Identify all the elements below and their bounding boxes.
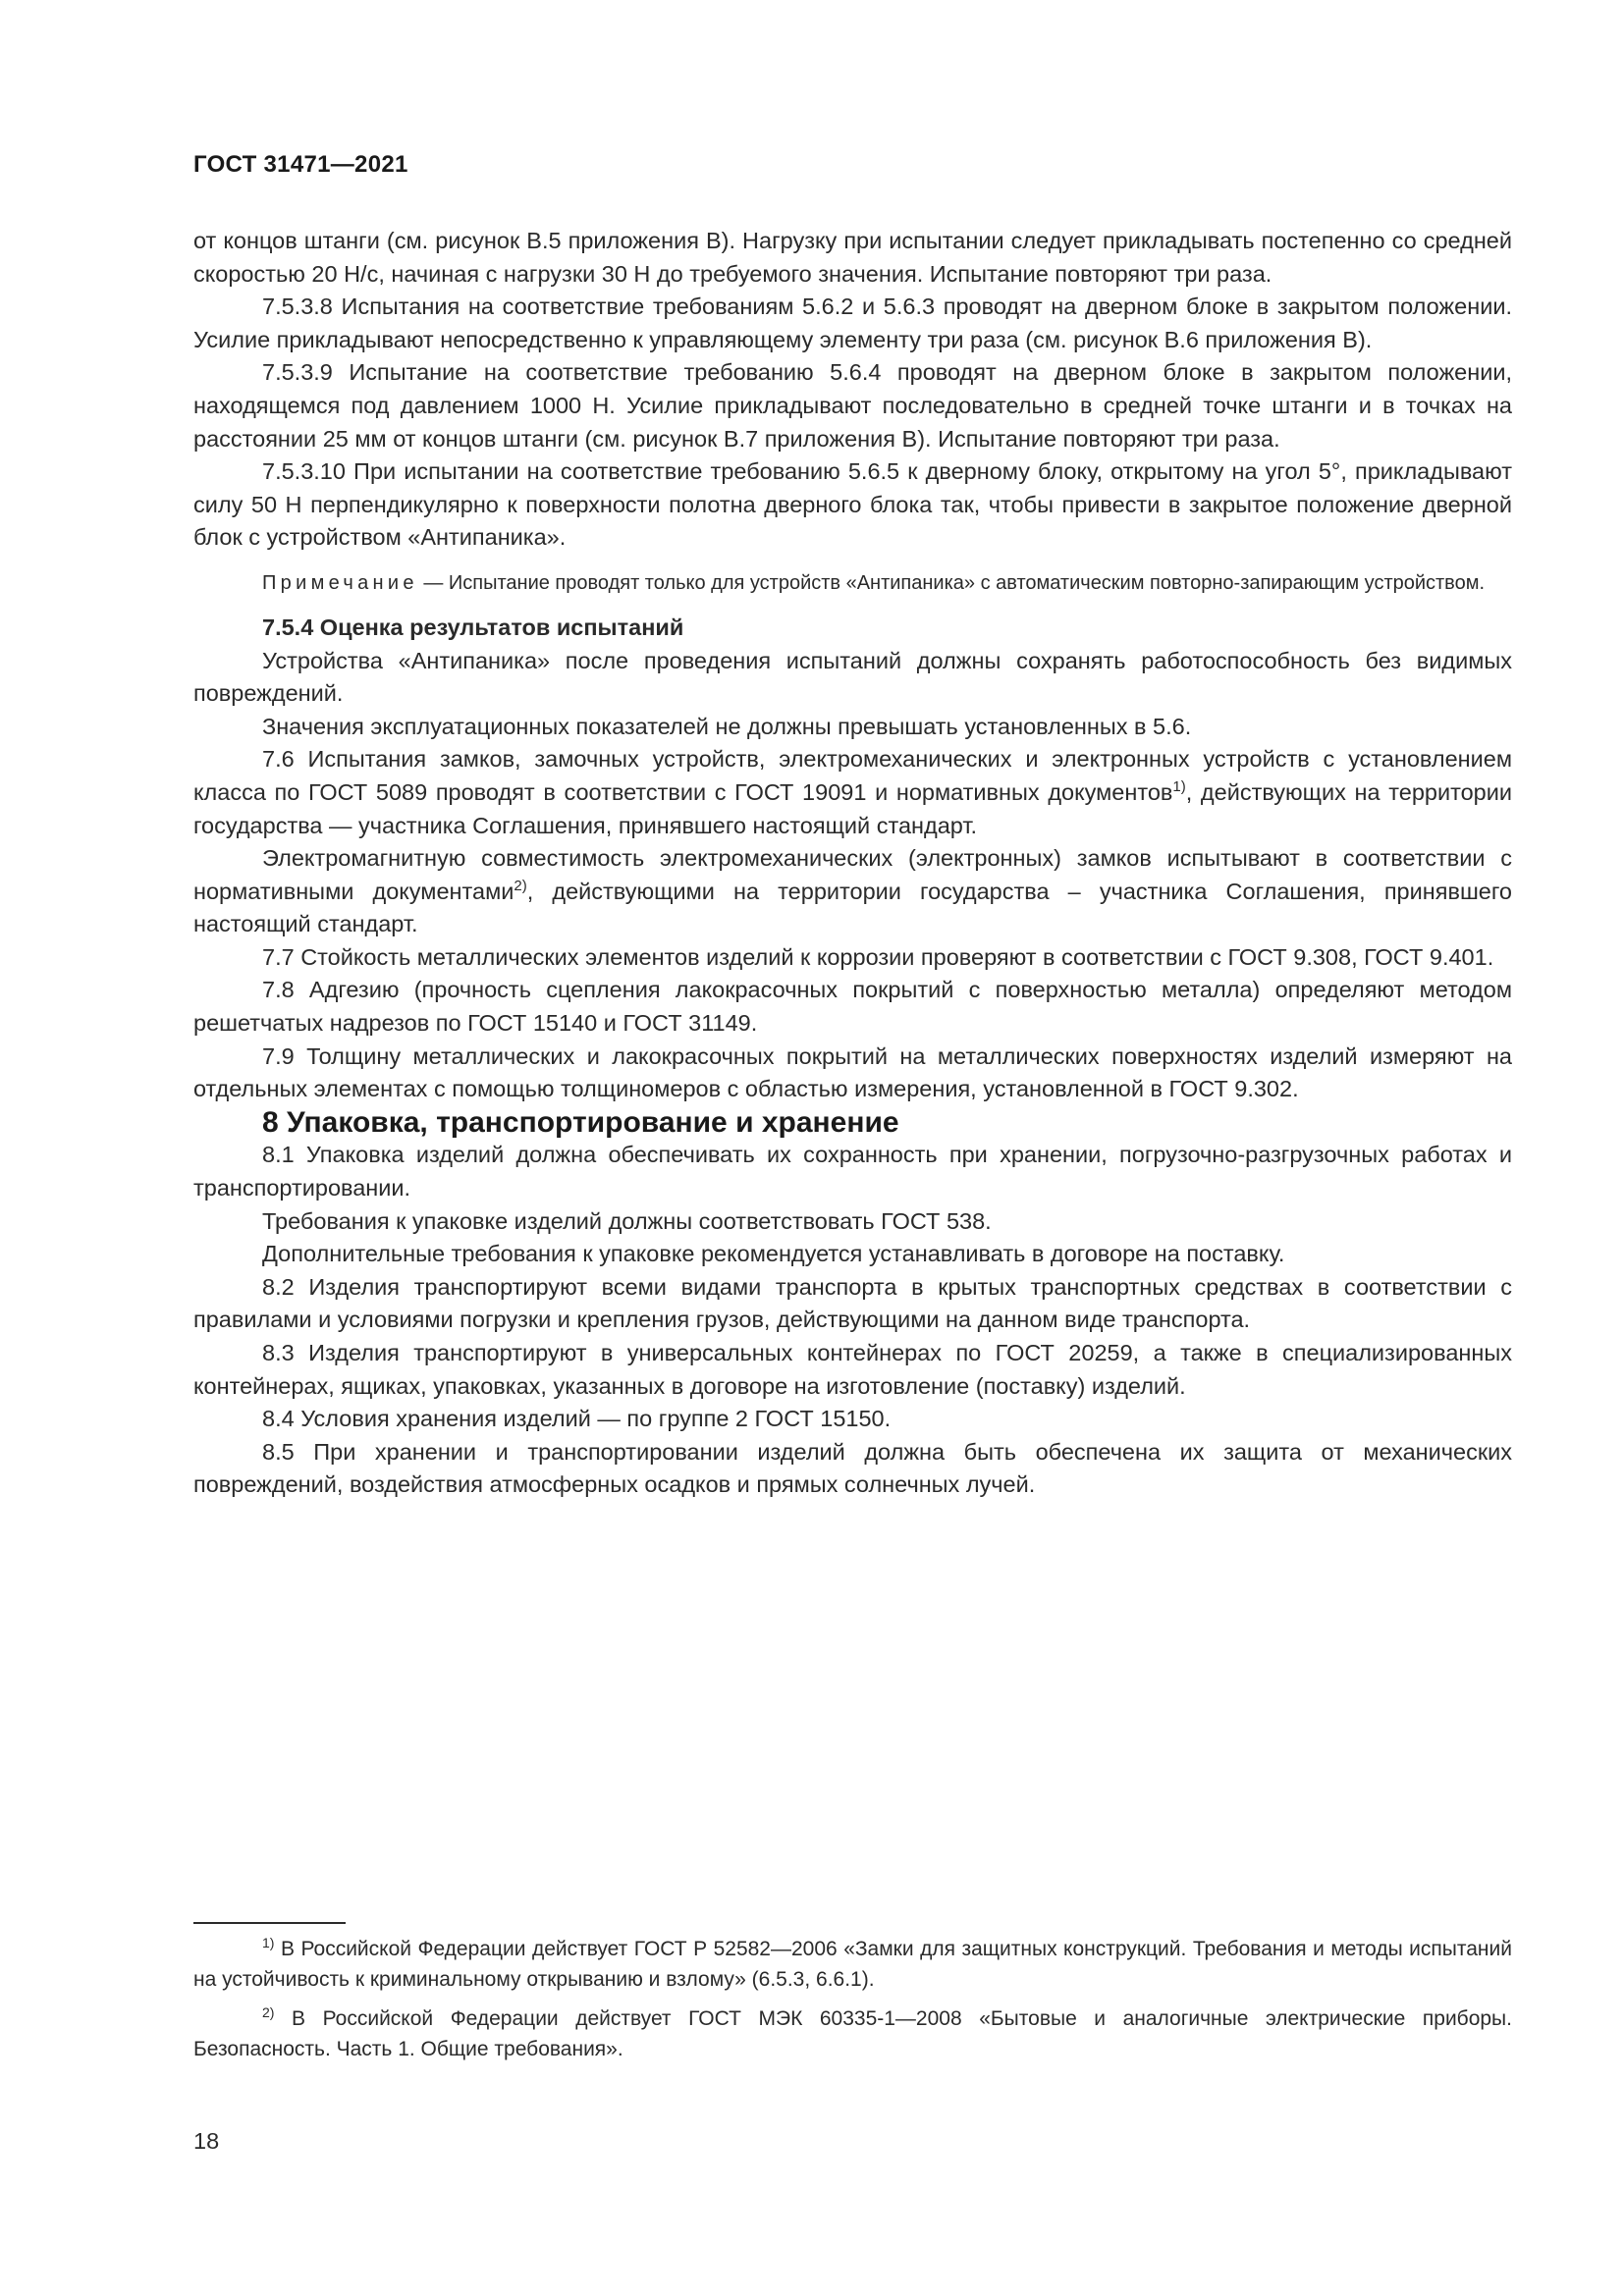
paragraph: Требования к упаковке изделий должны соответствовать ГОСТ 538.	[262, 1207, 992, 1234]
footnote-mark: 2)	[262, 2004, 275, 2020]
section-title: 8 Упаковка, транспортирование и хранение	[262, 1105, 899, 1139]
footnote-text: В Российской Федерации действует ГОСТ Р 52582—2006 «Замки для защитных конструкций. Требования и методы испытаний на устойчивость к криминальному открыванию и взлому» (6.5.3, 6.6.1).	[193, 1938, 1512, 1991]
paragraph: 7.5.3.10 При испытании на соответствие требованию 5.6.5 к дверному блоку, открытому на угол 5°, прикладывают силу 50 Н перпендикулярно к поверхности полотна дверного блока так, чтобы привести в закрытое положение дверной блок с устройством «Антипаника».	[193, 458, 1512, 551]
paragraph: 7.8 Адгезию (прочность сцепления лакокрасочных покрытий с поверхностью металла) определяют методом решетчатых надрезов по ГОСТ 15140 и ГОСТ 31149.	[193, 977, 1512, 1037]
body-text	[193, 225, 1512, 1502]
paragraph	[193, 842, 1512, 941]
footnote-separator	[193, 1922, 346, 1924]
document-header: ГОСТ 31471—2021	[193, 151, 408, 178]
paragraph: 8.1 Упаковка изделий должна обеспечивать их сохранность при хранении, погрузочно-разгрузочных работах и транспортировании.	[193, 1142, 1512, 1201]
footnote-text: В Российской Федерации действует ГОСТ МЭК 60335-1—2008 «Бытовые и аналогичные электрические приборы. Безопасность. Часть 1. Общие требования».	[193, 2007, 1512, 2060]
paragraph-text: , действующих на территории государства — участника Соглашения, принявшего настоящий стандарт.	[193, 778, 1512, 838]
paragraph-text: , действующими на территории государства – участника Соглашения, принявшего настоящий стандарт.	[193, 878, 1512, 937]
paragraph: 8.4 Условия хранения изделий — по группе 2 ГОСТ 15150.	[262, 1406, 892, 1432]
footnote	[193, 1934, 1512, 1995]
paragraph: 7.5.3.8 Испытания на соответствие требованиям 5.6.2 и 5.6.3 проводят на дверном блоке в закрытом положении. Усилие прикладывают непосредственно к управляющему элементу три раза (см. рисунок В.6 приложения В).	[193, 294, 1512, 352]
note-label: Примечание	[262, 571, 418, 594]
paragraph: 7.9 Толщину металлических и лакокрасочных покрытий на металлических поверхностях изделий измеряют на отдельных элементах с помощью толщиномеров с областью измерения, установленной в ГОСТ 9.302.	[193, 1042, 1512, 1102]
paragraph: 8.3 Изделия транспортируют в универсальных контейнерах по ГОСТ 20259, а также в специализированных контейнерах, ящиках, упаковках, указанных в договоре на изготовление (поставку) изделий.	[193, 1340, 1512, 1399]
paragraph: 8.5 При хранении и транспортировании изделий должна быть обеспечена их защита от механических повреждений, воздействия атмосферных осадков и прямых солнечных лучей.	[193, 1438, 1512, 1498]
footnote	[193, 2003, 1512, 2064]
paragraph: 7.7 Стойкость металлических элементов изделий к коррозии проверяют в соответствии с ГОСТ 9.308, ГОСТ 9.401.	[262, 943, 1494, 970]
note	[193, 568, 1512, 598]
paragraph-text: 7.6 Испытания замков, замочных устройств, электромеханических и электронных устройств с установлением класса по ГОСТ 5089 проводят в соответствии с ГОСТ 19091 и нормативных документов	[193, 746, 1512, 805]
paragraph: 7.5.3.9 Испытание на соответствие требованию 5.6.4 проводят на дверном блоке в закрытом положении, находящемся под давлением 1000 Н. Усилие прикладывают последовательно в средней точке штанги и в точках на расстоянии 25 мм от концов штанги (см. рисунок В.7 приложения В). Испытание повторяют три раза.	[193, 359, 1512, 452]
page-number: 18	[193, 2128, 220, 2154]
paragraph: 8.2 Изделия транспортируют всеми видами транспорта в крытых транспортных средствах в соответствии с правилами и условиями погрузки и крепления грузов, действующими на данном виде транспорта.	[193, 1273, 1512, 1333]
footnote-ref: 1)	[1172, 777, 1186, 795]
paragraph	[193, 743, 1512, 842]
paragraph: от концов штанги (см. рисунок В.5 приложения В). Нагрузку при испытании следует прикладывать постепенно со средней скоростью 20 Н/с, начиная с нагрузки 30 Н до требуемого значения. Испытание повторяют три раза.	[193, 228, 1512, 287]
note-text: — Испытание проводят только для устройств «Антипаника» с автоматическим повторно-запирающим устройством.	[417, 571, 1486, 594]
paragraph: Значения эксплуатационных показателей не должны превышать установленных в 5.6.	[262, 713, 1192, 739]
paragraph-text: Электромагнитную совместимость электромеханических (электронных) замков испытывают в соответствии с нормативными документами	[193, 845, 1512, 904]
footnote-ref: 2)	[514, 877, 527, 894]
footnote-mark: 1)	[262, 1935, 275, 1950]
subsection-heading: 7.5.4 Оценка результатов испытаний	[262, 614, 684, 640]
paragraph: Устройства «Антипаника» после проведения испытаний должны сохранять работоспособность без видимых повреждений.	[193, 647, 1512, 707]
paragraph: Дополнительные требования к упаковке рекомендуется устанавливать в договоре на поставку.	[262, 1241, 1285, 1267]
footnotes	[193, 1934, 1512, 2073]
